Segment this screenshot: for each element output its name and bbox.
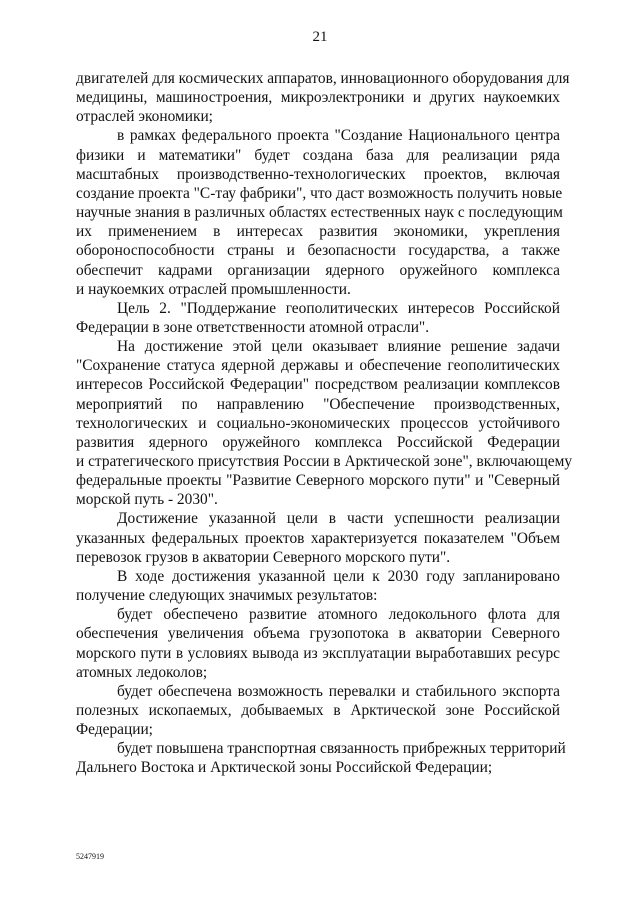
- text-line: указанных федеральных проектов характеризуется показателем "Объем: [76, 529, 560, 547]
- text-line: перевозок грузов в акватории Северного морского пути".: [76, 548, 451, 566]
- text-line: технологических и социально-экономических процессов устойчивого: [76, 414, 560, 432]
- text-line: в рамках федерального проекта "Создание Национального центра: [117, 127, 560, 145]
- page-number: 21: [312, 29, 328, 45]
- text-line: масштабных производственно-технологических проектов, включая: [76, 165, 560, 183]
- text-line: Достижение указанной цели в части успешности реализации: [117, 510, 560, 528]
- text-line: будет обеспечена возможность перевалки и стабильного экспорта: [117, 682, 560, 700]
- text-line: Цель 2. "Поддержание геополитических интересов Российской: [117, 299, 560, 317]
- text-line: морской путь - 2030".: [76, 491, 218, 509]
- text-line: атомных ледоколов;: [76, 663, 208, 681]
- text-line: Федерации в зоне ответственности атомной отрасли".: [76, 318, 430, 336]
- text-line: федеральные проекты "Развитие Северного морского пути" и "Северный: [76, 472, 560, 490]
- text-line: и наукоемких отраслей промышленности.: [76, 280, 351, 298]
- text-line: развития ядерного оружейного комплекса Российской Федерации: [76, 433, 560, 451]
- text-line: медицины, машиностроения, микроэлектроники и других наукоемких: [76, 89, 560, 107]
- text-line: интересов Российской Федерации" посредством реализации комплексов: [76, 376, 560, 394]
- text-line: будет повышена транспортная связанность прибрежных территорий: [117, 740, 566, 758]
- text-line: научные знания в различных областях естественных наук с последующим: [76, 204, 563, 221]
- text-line: В ходе достижения указанной цели к 2030 году запланировано: [117, 567, 560, 585]
- text-line: будет обеспечено развитие атомного ледокольного флота для: [117, 606, 560, 624]
- text-line: обеспечения увеличения объема грузопотока в акватории Северного: [76, 625, 560, 643]
- text-line: и стратегического присутствия России в Арктической зоне", включающему: [76, 453, 573, 470]
- text-line: отраслей экономики;: [76, 108, 213, 126]
- text-line: "Сохранение статуса ядерной державы и обеспечение геополитических: [76, 357, 560, 375]
- text-line: обороноспособности страны и безопасности государства, а также: [76, 242, 560, 260]
- document-code: 5247919: [76, 852, 104, 861]
- text-line: Федерации;: [76, 721, 153, 739]
- text-line: Дальнего Востока и Арктической зоны Российской Федерации;: [76, 759, 493, 777]
- text-line: На достижение этой цели оказывает влияние решение задачи: [117, 338, 560, 356]
- text-line: двигателей для космических аппаратов, инновационного оборудования для: [76, 70, 570, 87]
- text-line: создание проекта "С-тау фабрики", что даст возможность получить новые: [76, 184, 563, 202]
- text-line: обеспечит кадрами организации ядерного оружейного комплекса: [76, 261, 560, 279]
- text-line: их применением в интересах развития экономики, укрепления: [76, 223, 560, 241]
- text-line: получение следующих значимых результатов:: [76, 587, 378, 604]
- text-line: физики и математики" будет создана база для реализации ряда: [76, 146, 560, 164]
- text-line: полезных ископаемых, добываемых в Арктической зоне Российской: [76, 701, 560, 719]
- text-line: мероприятий по направлению "Обеспечение производственных,: [76, 395, 560, 413]
- text-line: морского пути в условиях вывода из эксплуатации выработавших ресурс: [76, 644, 560, 662]
